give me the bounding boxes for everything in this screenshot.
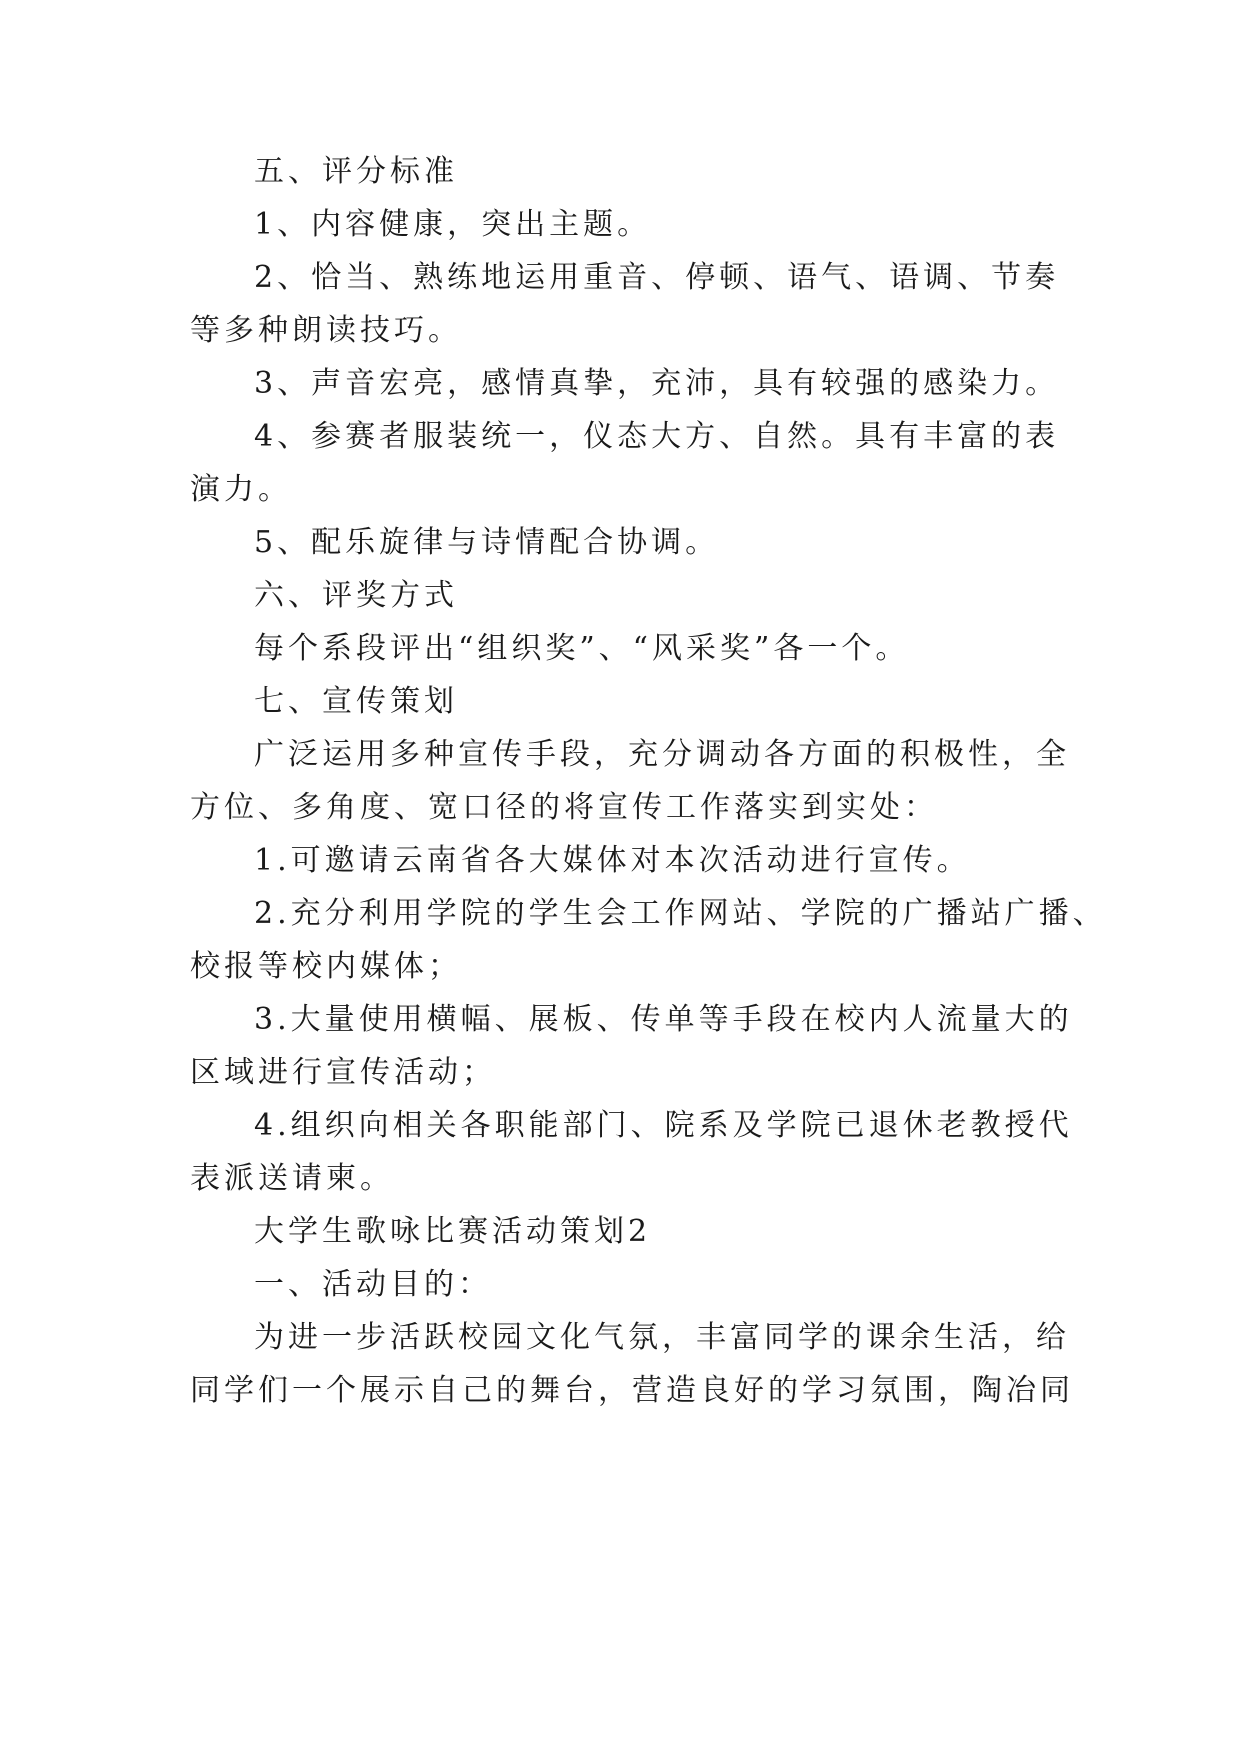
paragraph-line: 方位、多角度、宽口径的将宣传工作落实到实处： — [190, 790, 938, 825]
paragraph-line: 校报等校内媒体； — [190, 949, 462, 984]
paragraph-line: 1.可邀请云南省各大媒体对本次活动进行宣传。 — [254, 843, 971, 878]
paragraph-line: 为进一步活跃校园文化气氛，丰富同学的课余生活，给 — [254, 1320, 1070, 1355]
paragraph-line: 4、参赛者服装统一，仪态大方、自然。具有丰富的表 — [254, 419, 1060, 454]
paragraph-line: 3.大量使用横幅、展板、传单等手段在校内人流量大的 — [254, 1002, 1073, 1037]
paragraph-line: 每个系段评出“组织奖”、“风采奖”各一个。 — [254, 631, 910, 666]
paragraph-line: 广泛运用多种宣传手段，充分调动各方面的积极性，全 — [254, 737, 1070, 772]
section-heading-awards: 六、评奖方式 — [254, 578, 458, 613]
paragraph-line: 2、恰当、熟练地运用重音、停顿、语气、语调、节奏 — [254, 260, 1060, 295]
section-heading-publicity: 七、宣传策划 — [254, 684, 458, 719]
paragraph-line: 5、配乐旋律与诗情配合协调。 — [254, 525, 720, 560]
paragraph-line: 同学们一个展示自己的舞台，营造良好的学习氛围，陶冶同 — [190, 1373, 1074, 1408]
paragraph-line: 表派送请柬。 — [190, 1161, 394, 1196]
paragraph-line: 2.充分利用学院的学生会工作网站、学院的广播站广播、 — [254, 896, 1107, 931]
paragraph-line: 等多种朗读技巧。 — [190, 313, 462, 348]
paragraph-line: 3、声音宏亮，感情真挚，充沛，具有较强的感染力。 — [254, 366, 1060, 401]
section-heading-scoring: 五、评分标准 — [254, 154, 458, 189]
paragraph-line: 4.组织向相关各职能部门、院系及学院已退休老教授代 — [254, 1108, 1073, 1143]
paragraph-line: 1、内容健康，突出主题。 — [254, 207, 652, 242]
paragraph-line: 演力。 — [190, 472, 292, 507]
paragraph-line: 区域进行宣传活动； — [190, 1055, 496, 1090]
section-title-plan-2: 大学生歌咏比赛活动策划2 — [254, 1214, 652, 1249]
section-heading-purpose: 一、活动目的： — [254, 1267, 492, 1302]
